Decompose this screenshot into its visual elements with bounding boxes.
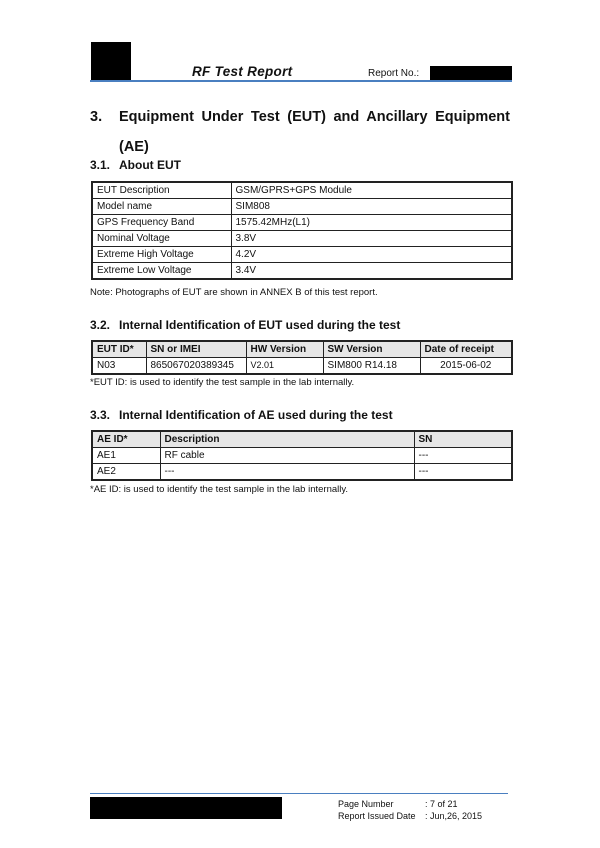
row-value: 3.8V — [231, 231, 512, 247]
table-cell: V2.01 — [246, 358, 323, 375]
table-row — [92, 448, 512, 464]
eut-id-title: Internal Identification of EUT used during the test — [119, 318, 401, 332]
page-number-label: Page Number — [338, 799, 394, 809]
column-header: SW Version — [323, 341, 420, 358]
row-label: Extreme High Voltage — [92, 247, 231, 263]
row-value: GSM/GPRS+GPS Module — [231, 182, 512, 199]
table-header-row — [92, 341, 512, 358]
table-row — [92, 263, 512, 280]
table-cell: RF cable — [160, 448, 414, 464]
column-header: SN — [414, 431, 512, 448]
table-row — [92, 231, 512, 247]
table-row — [92, 182, 512, 199]
table-cell: N03 — [92, 358, 146, 375]
row-label: GPS Frequency Band — [92, 215, 231, 231]
table-row — [92, 358, 512, 375]
table-header-row — [92, 431, 512, 448]
table-cell: AE2 — [92, 464, 160, 481]
header-rule — [90, 80, 512, 82]
row-value: SIM808 — [231, 199, 512, 215]
table-row — [92, 215, 512, 231]
column-header: SN or IMEI — [146, 341, 246, 358]
footer-rule — [90, 793, 508, 794]
about-eut-title: About EUT — [119, 158, 181, 172]
table-row — [92, 247, 512, 263]
about-eut-table — [91, 181, 513, 280]
footer-values — [425, 798, 482, 822]
ae-id-table — [91, 430, 513, 481]
row-label: EUT Description — [92, 182, 231, 199]
section-title: Equipment Under Test (EUT) and Ancillary Equipment (AE) — [119, 109, 510, 155]
section-number: 3. — [90, 109, 103, 125]
table-cell: 2015-06-02 — [420, 358, 512, 375]
page-number-value: : 7 of 21 — [425, 799, 458, 809]
table-cell: 865067020389345 — [146, 358, 246, 375]
about-eut-number: 3.1. — [90, 158, 111, 172]
ae-id-number: 3.3. — [90, 408, 111, 422]
redacted-footer-block — [90, 797, 282, 819]
ae-id-note: *AE ID: is used to identify the test sample in the lab internally. — [90, 484, 349, 495]
row-label: Model name — [92, 199, 231, 215]
issued-date-value: : Jun,26, 2015 — [425, 811, 483, 821]
eut-id-note: *EUT ID: is used to identify the test sample in the lab internally. — [90, 377, 355, 388]
column-header: AE ID* — [92, 431, 160, 448]
table-cell: SIM800 R14.18 — [323, 358, 420, 375]
column-header: Description — [160, 431, 414, 448]
eut-id-heading — [90, 318, 400, 332]
column-header: Date of receipt — [420, 341, 512, 358]
report-number-label: Report No.: — [368, 68, 420, 79]
report-title: RF Test Report — [192, 64, 293, 79]
table-cell: --- — [414, 464, 512, 481]
table-row — [92, 199, 512, 215]
table-cell: --- — [160, 464, 414, 481]
row-value: 4.2V — [231, 247, 512, 263]
about-eut-note: Note: Photographs of EUT are shown in ANNEX B of this test report. — [90, 287, 378, 298]
eut-id-table — [91, 340, 513, 375]
row-value: 3.4V — [231, 263, 512, 280]
row-label: Nominal Voltage — [92, 231, 231, 247]
table-cell: --- — [414, 448, 512, 464]
row-value: 1575.42MHz(L1) — [231, 215, 512, 231]
row-label: Extreme Low Voltage — [92, 263, 231, 280]
redacted-logo — [91, 42, 131, 80]
column-header: EUT ID* — [92, 341, 146, 358]
redacted-report-number — [430, 66, 512, 80]
ae-id-heading — [90, 408, 393, 422]
eut-id-number: 3.2. — [90, 318, 111, 332]
about-eut-heading — [90, 158, 181, 172]
table-cell: AE1 — [92, 448, 160, 464]
ae-id-title: Internal Identification of AE used during the test — [119, 408, 393, 422]
issued-date-label: Report Issued Date — [338, 811, 416, 821]
footer-labels — [338, 798, 416, 822]
column-header: HW Version — [246, 341, 323, 358]
table-row — [92, 464, 512, 481]
